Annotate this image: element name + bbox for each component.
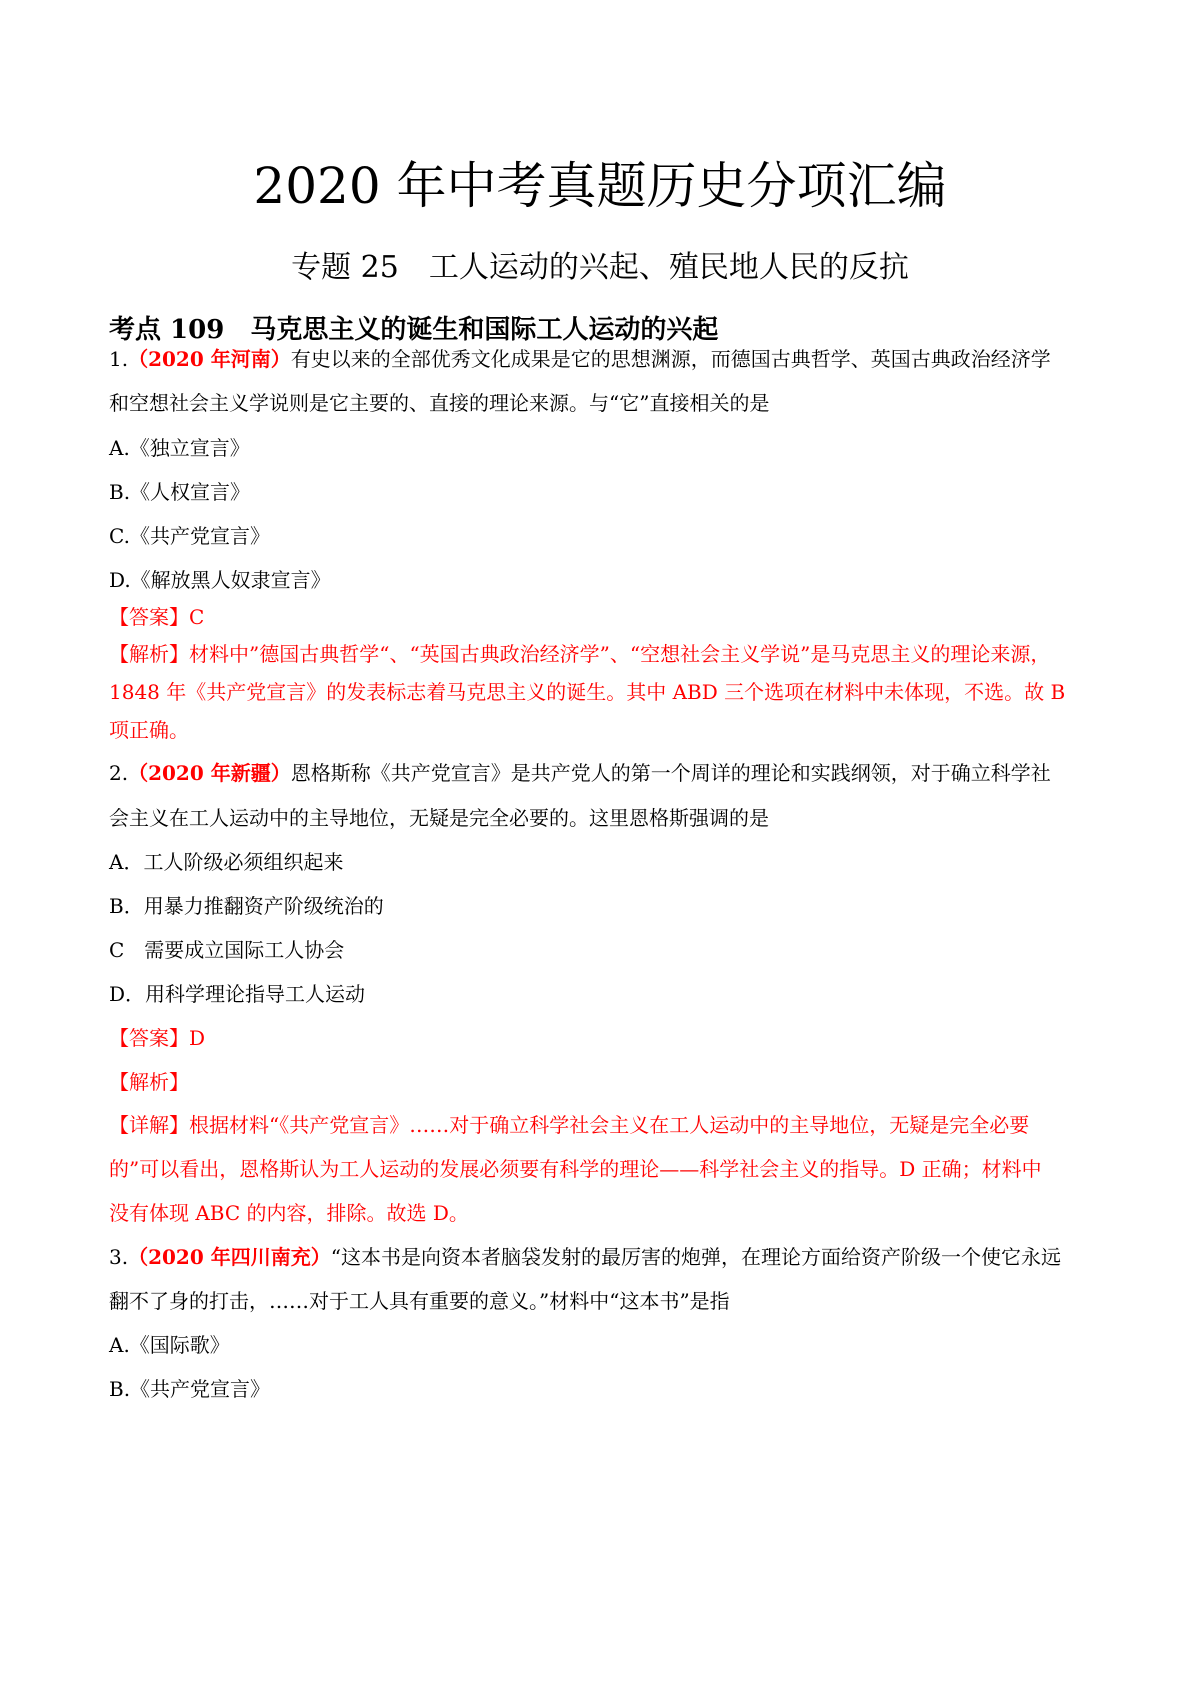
answer-label: 【答案】C [109, 605, 205, 629]
option-d: D．用科学理论指导工人运动 [109, 982, 366, 1006]
question-stem-line: 1.（2020 年河南）有史以来的全部优秀文化成果是它的思想渊源，而德国古典哲学、英国古典政治经济学 [109, 347, 1051, 371]
analysis-line: 【解析】材料中”德国古典哲学“、“英国古典政治经济学”、“空想社会主义学说”是马克思主义的理论来源， [109, 642, 1051, 666]
question-number: 3. [109, 1245, 129, 1269]
document-title: 2020 年中考真题历史分项汇编 [253, 157, 947, 215]
option-d: D.《解放黑人奴隶宣言》 [109, 568, 331, 592]
topic-subtitle: 专题 25 工人运动的兴起、殖民地人民的反抗 [291, 250, 909, 285]
detail-line: 没有体现 ABC 的内容，排除。故选 D。 [109, 1201, 469, 1225]
analysis-line: 1848 年《共产党宣言》的发表标志着马克思主义的诞生。其中 ABD 三个选项在材料中未体现，不选。故 B [109, 680, 1066, 704]
option-a: A.《国际歌》 [109, 1333, 230, 1357]
question-stem-line: 翻不了身的打击，……对于工人具有重要的意义。”材料中“这本书”是指 [109, 1289, 730, 1313]
option-a: A．工人阶级必须组织起来 [109, 850, 344, 874]
question-stem-line: 2.（2020 年新疆）恩格斯称《共产党宣言》是共产党人的第一个周详的理论和实践纲领，对于确立科学社 [109, 761, 1051, 785]
question-source: （2020 年河南） [128, 347, 291, 371]
option-b: B.《人权宣言》 [109, 480, 251, 504]
answer-label: 【答案】D [109, 1026, 206, 1050]
question-number: 1. [109, 347, 129, 371]
option-c: C 需要成立国际工人协会 [109, 938, 345, 962]
detail-line: 的”可以看出，恩格斯认为工人运动的发展必须要有科学的理论——科学社会主义的指导。D 正确；材料中 [109, 1157, 1042, 1181]
question-number: 2. [109, 761, 129, 785]
question-stem-line: 会主义在工人运动中的主导地位，无疑是完全必要的。这里恩格斯强调的是 [109, 806, 769, 830]
option-b: B．用暴力推翻资产阶级统治的 [109, 894, 384, 918]
detail-line: 【详解】根据材料“《共产党宣言》……对于确立科学社会主义在工人运动中的主导地位，无疑是完全必要 [109, 1113, 1030, 1137]
analysis-line: 项正确。 [109, 718, 189, 742]
question-stem-line: 和空想社会主义学说则是它主要的、直接的理论来源。与“它”直接相关的是 [109, 391, 770, 415]
analysis-label: 【解析】 [109, 1070, 189, 1094]
question-stem-line: 3.（2020 年四川南充）“这本书是向资本者脑袋发射的最厉害的炮弹，在理论方面给资产阶级一个使它永远 [109, 1245, 1061, 1269]
option-c: C.《共产党宣言》 [109, 524, 270, 548]
option-a: A.《独立宣言》 [109, 436, 250, 460]
option-b: B.《共产党宣言》 [109, 1377, 271, 1401]
section-heading: 考点 109 马克思主义的诞生和国际工人运动的兴起 [109, 315, 719, 345]
question-source: （2020 年四川南充） [128, 1245, 331, 1269]
question-source: （2020 年新疆） [128, 761, 291, 785]
